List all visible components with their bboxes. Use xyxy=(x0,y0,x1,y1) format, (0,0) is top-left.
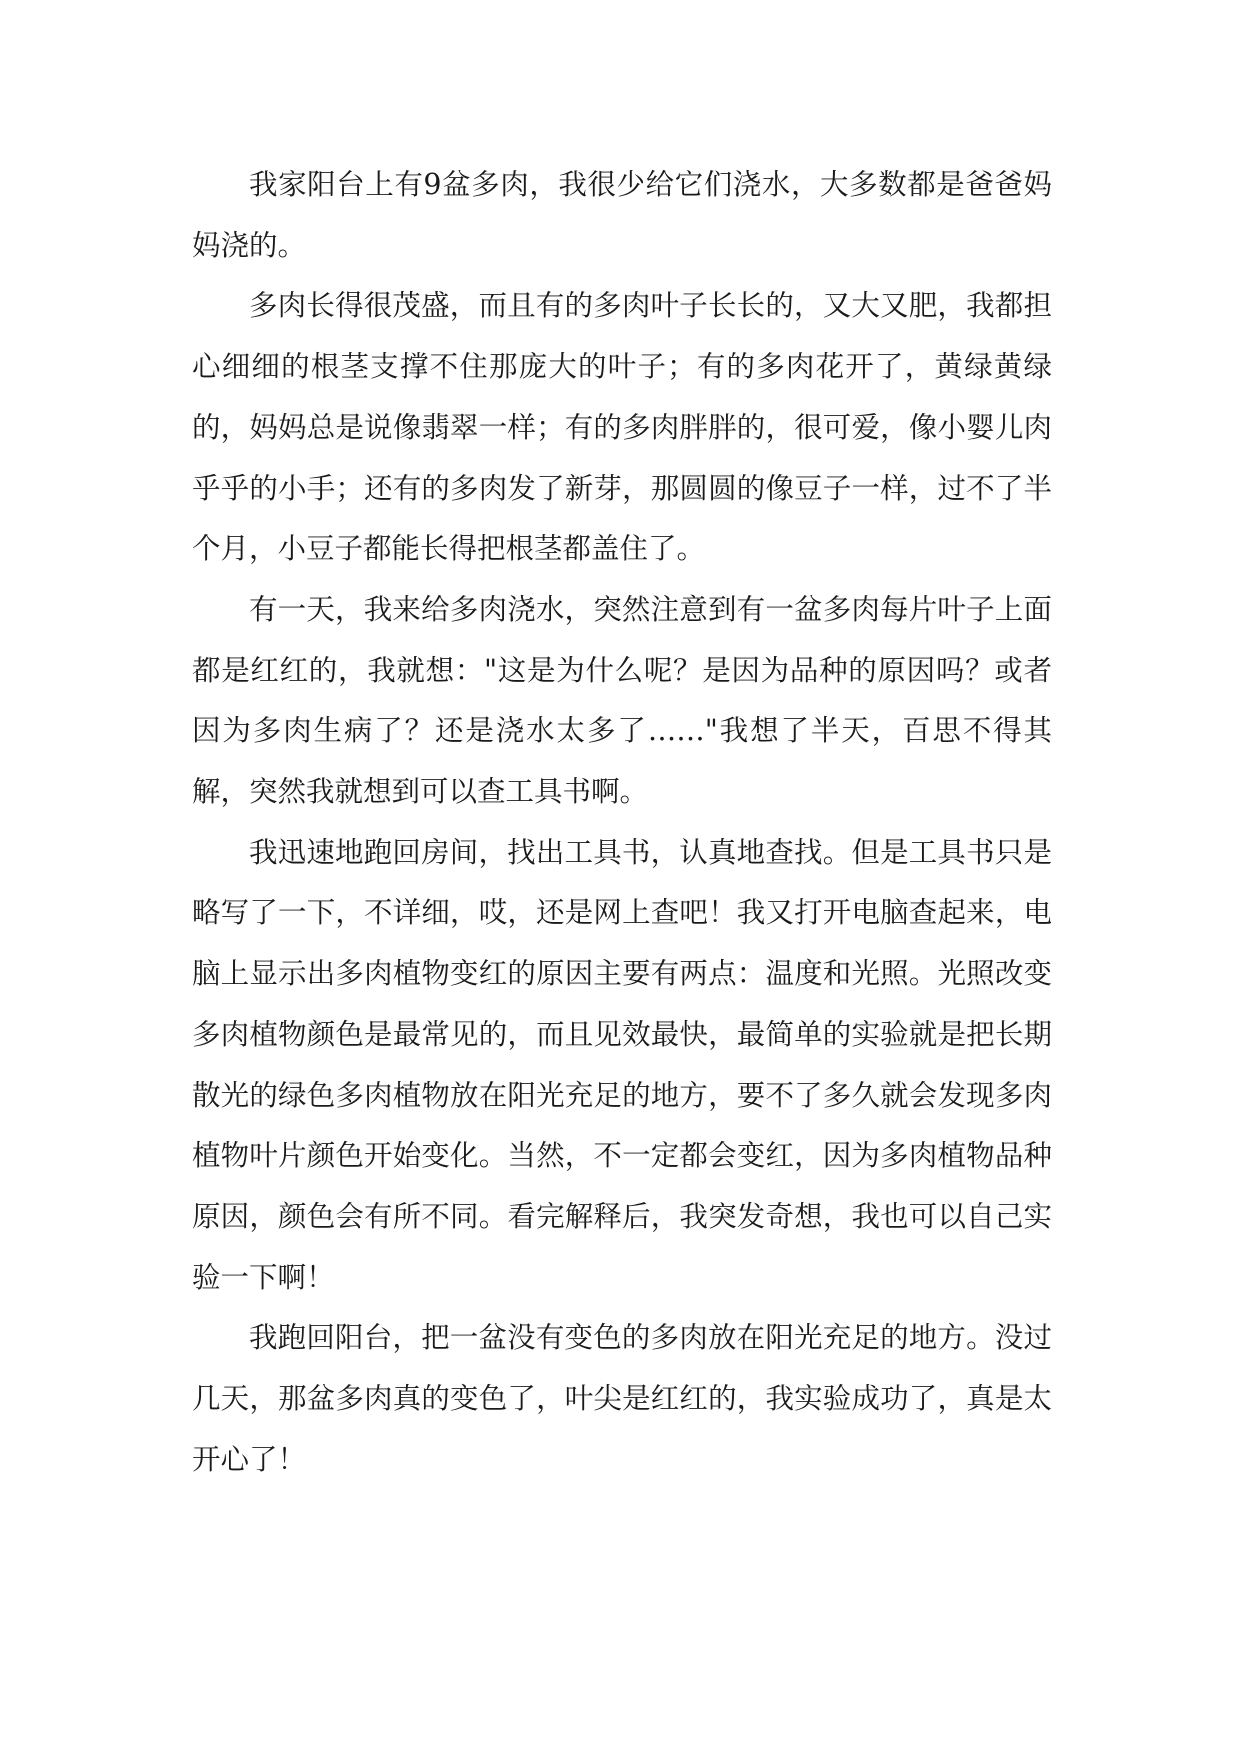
document-body xyxy=(192,155,1052,1490)
paragraph-2: 多肉长得很茂盛，而且有的多肉叶子长长的，又大又肥，我都担心细细的根茎支撑不住那庞大的叶子；有的多肉花开了，黄绿黄绿的，妈妈总是说像翡翠一样；有的多肉胖胖的，很可爱，像小婴儿肉乎乎的小手；还有的多肉发了新芽，那圆圆的像豆子一样，过不了半个月，小豆子都能长得把根茎都盖住了。 xyxy=(192,289,1052,566)
paragraph-1: 我家阳台上有9盆多肉，我很少给它们浇水，大多数都是爸爸妈妈浇的。 xyxy=(192,168,1052,262)
paragraph-3: 有一天，我来给多肉浇水，突然注意到有一盆多肉每片叶子上面都是红红的，我就想："这是为什么呢？是因为品种的原因吗？或者因为多肉生病了？还是浇水太多了……"我想了半天，百思不得其解，突然我就想到可以查工具书啊。 xyxy=(192,592,1052,809)
paragraph-5: 我跑回阳台，把一盆没有变色的多肉放在阳光充足的地方。没过几天，那盆多肉真的变色了，叶尖是红红的，我实验成功了，真是太开心了！ xyxy=(192,1321,1052,1476)
paragraph-4: 我迅速地跑回房间，找出工具书，认真地查找。但是工具书只是略写了一下，不详细，哎，还是网上查吧！我又打开电脑查起来，电脑上显示出多肉植物变红的原因主要有两点：温度和光照。光照改变多肉植物颜色是最常见的，而且见效最快，最简单的实验就是把长期散光的绿色多肉植物放在阳光充足的地方，要不了多久就会发现多肉植物叶片颜色开始变化。当然，不一定都会变红，因为多肉植物品种原因，颜色会有所不同。看完解释后，我突发奇想，我也可以自己实验一下啊！ xyxy=(192,835,1052,1294)
